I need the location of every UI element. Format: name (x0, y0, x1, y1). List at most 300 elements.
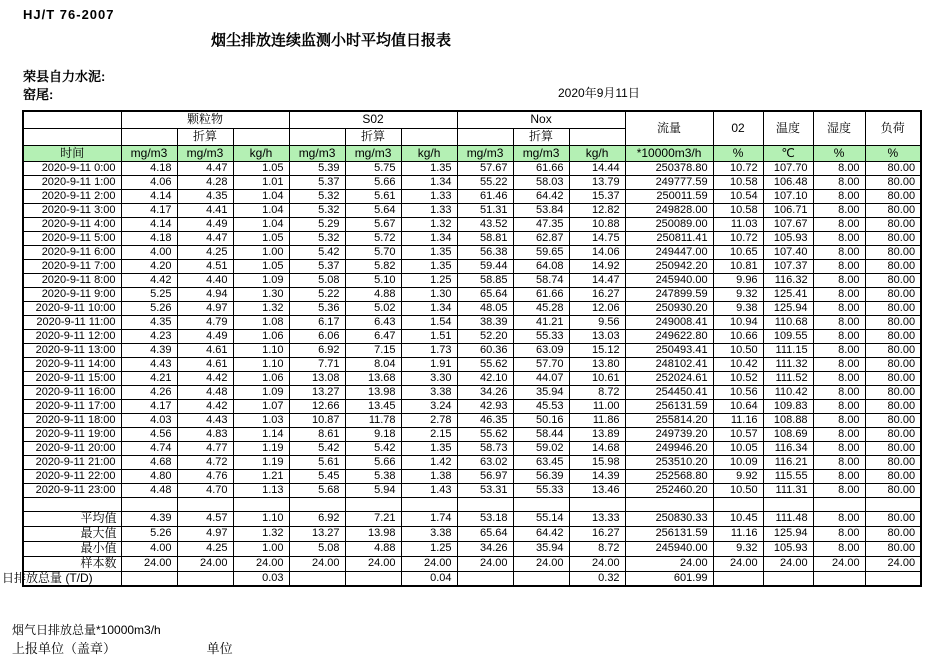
value-cell: 256131.59 (625, 399, 713, 413)
value-cell: 115.55 (763, 469, 813, 483)
value-cell: 14.75 (569, 231, 625, 245)
value-cell: 4.88 (345, 287, 401, 301)
value-cell: 16.27 (569, 287, 625, 301)
summary-label: 样本数 (23, 556, 121, 571)
value-cell: 4.35 (177, 189, 233, 203)
value-cell: 38.39 (457, 315, 513, 329)
value-cell: 107.37 (763, 259, 813, 273)
value-cell: 10.61 (569, 371, 625, 385)
value-cell: 8.00 (813, 343, 865, 357)
value-cell: 1.04 (233, 217, 289, 231)
value-cell: 80.00 (865, 217, 921, 231)
value-cell: 1.09 (233, 385, 289, 399)
summary-value-cell: 80.00 (865, 511, 921, 526)
value-cell: 4.26 (121, 385, 177, 399)
daily-total-value-cell (813, 571, 865, 586)
value-cell: 250089.00 (625, 217, 713, 231)
value-cell: 4.80 (121, 469, 177, 483)
value-cell: 6.43 (345, 315, 401, 329)
summary-value-cell: 6.92 (289, 511, 345, 526)
unit-mg: mg/m3 (177, 145, 233, 161)
value-cell: 10.94 (713, 315, 763, 329)
value-cell: 80.00 (865, 203, 921, 217)
summary-value-cell: 13.98 (345, 526, 401, 541)
value-cell: 57.70 (513, 357, 569, 371)
hourly-data-row (23, 469, 921, 483)
value-cell: 4.14 (121, 189, 177, 203)
summary-value-cell: 4.25 (177, 541, 233, 556)
value-cell: 55.33 (513, 483, 569, 497)
value-cell: 4.14 (121, 217, 177, 231)
value-cell: 4.47 (177, 161, 233, 175)
hourly-data-row (23, 413, 921, 427)
summary-value-cell: 250830.33 (625, 511, 713, 526)
value-cell: 8.00 (813, 301, 865, 315)
hourly-data-row (23, 483, 921, 497)
value-cell: 250378.80 (625, 161, 713, 175)
value-cell: 13.79 (569, 175, 625, 189)
value-cell: 5.39 (289, 161, 345, 175)
value-cell: 1.35 (401, 245, 457, 259)
value-cell: 56.97 (457, 469, 513, 483)
value-cell: 8.61 (289, 427, 345, 441)
summary-value-cell: 7.21 (345, 511, 401, 526)
value-cell: 80.00 (865, 273, 921, 287)
unit-mg: mg/m3 (345, 145, 401, 161)
value-cell: 1.54 (401, 315, 457, 329)
value-cell: 4.23 (121, 329, 177, 343)
value-cell: 6.47 (345, 329, 401, 343)
value-cell: 1.04 (233, 189, 289, 203)
hourly-data-row (23, 357, 921, 371)
daily-total-value-cell (345, 571, 401, 586)
value-cell: 1.34 (401, 175, 457, 189)
converted-label: 折算 (177, 128, 233, 145)
value-cell: 13.68 (345, 371, 401, 385)
value-cell: 5.42 (289, 441, 345, 455)
value-cell: 5.37 (289, 259, 345, 273)
value-cell: 1.00 (233, 245, 289, 259)
value-cell: 4.18 (121, 161, 177, 175)
unit-flow: *10000m3/h (625, 145, 713, 161)
value-cell: 249777.59 (625, 175, 713, 189)
value-cell: 5.25 (121, 287, 177, 301)
value-cell: 80.00 (865, 427, 921, 441)
value-cell: 1.10 (233, 357, 289, 371)
value-cell: 4.43 (121, 357, 177, 371)
value-cell: 42.10 (457, 371, 513, 385)
hourly-data-row (23, 371, 921, 385)
hourly-data-row (23, 287, 921, 301)
daily-total-value-cell (513, 571, 569, 586)
value-cell: 14.47 (569, 273, 625, 287)
summary-value-cell: 24.00 (813, 556, 865, 571)
daily-total-value-cell: 0.03 (233, 571, 289, 586)
time-cell: 2020-9-11 3:00 (23, 203, 121, 217)
empty-cell (813, 497, 865, 511)
value-cell: 4.42 (121, 273, 177, 287)
summary-value-cell: 80.00 (865, 541, 921, 556)
value-cell: 14.68 (569, 441, 625, 455)
empty-cell (289, 128, 345, 145)
value-cell: 1.10 (233, 343, 289, 357)
converted-label: 折算 (513, 128, 569, 145)
value-cell: 63.02 (457, 455, 513, 469)
value-cell: 4.77 (177, 441, 233, 455)
time-cell: 2020-9-11 16:00 (23, 385, 121, 399)
value-cell: 1.34 (401, 301, 457, 315)
summary-row (23, 526, 921, 541)
value-cell: 250811.41 (625, 231, 713, 245)
summary-value-cell: 34.26 (457, 541, 513, 556)
value-cell: 8.04 (345, 357, 401, 371)
summary-value-cell: 80.00 (865, 526, 921, 541)
value-cell: 8.00 (813, 287, 865, 301)
summary-value-cell: 245940.00 (625, 541, 713, 556)
summary-value-cell: 4.00 (121, 541, 177, 556)
value-cell: 1.51 (401, 329, 457, 343)
unit-percent: % (865, 145, 921, 161)
time-cell: 2020-9-11 8:00 (23, 273, 121, 287)
value-cell: 10.50 (713, 483, 763, 497)
summary-value-cell: 53.18 (457, 511, 513, 526)
value-cell: 10.64 (713, 399, 763, 413)
value-cell: 4.48 (121, 483, 177, 497)
value-cell: 1.01 (233, 175, 289, 189)
value-cell: 10.09 (713, 455, 763, 469)
value-cell: 5.37 (289, 175, 345, 189)
value-cell: 63.45 (513, 455, 569, 469)
value-cell: 9.32 (713, 287, 763, 301)
value-cell: 58.44 (513, 427, 569, 441)
value-cell: 62.87 (513, 231, 569, 245)
value-cell: 13.46 (569, 483, 625, 497)
value-cell: 1.06 (233, 371, 289, 385)
value-cell: 1.19 (233, 455, 289, 469)
summary-value-cell: 8.00 (813, 541, 865, 556)
value-cell: 59.02 (513, 441, 569, 455)
value-cell: 8.00 (813, 441, 865, 455)
value-cell: 245940.00 (625, 273, 713, 287)
value-cell: 3.24 (401, 399, 457, 413)
time-cell: 2020-9-11 18:00 (23, 413, 121, 427)
hourly-data-row (23, 441, 921, 455)
value-cell: 1.07 (233, 399, 289, 413)
summary-value-cell: 4.88 (345, 541, 401, 556)
value-cell: 80.00 (865, 343, 921, 357)
unit-mg: mg/m3 (513, 145, 569, 161)
value-cell: 12.66 (289, 399, 345, 413)
unit-mg: mg/m3 (457, 145, 513, 161)
value-cell: 6.17 (289, 315, 345, 329)
value-cell: 5.61 (345, 189, 401, 203)
value-cell: 111.52 (763, 371, 813, 385)
value-cell: 8.00 (813, 371, 865, 385)
hourly-data-row (23, 189, 921, 203)
time-cell: 2020-9-11 0:00 (23, 161, 121, 175)
value-cell: 253510.20 (625, 455, 713, 469)
value-cell: 13.03 (569, 329, 625, 343)
value-cell: 1.13 (233, 483, 289, 497)
flue-gas-total-note: 烟气日排放总量*10000m3/h (12, 623, 161, 637)
value-cell: 80.00 (865, 287, 921, 301)
summary-value-cell: 10.45 (713, 511, 763, 526)
daily-total-value-cell (763, 571, 813, 586)
value-cell: 125.41 (763, 287, 813, 301)
value-cell: 13.08 (289, 371, 345, 385)
value-cell: 80.00 (865, 175, 921, 189)
value-cell: 14.44 (569, 161, 625, 175)
value-cell: 14.92 (569, 259, 625, 273)
value-cell: 59.65 (513, 245, 569, 259)
value-cell: 1.05 (233, 231, 289, 245)
empty-cell (121, 497, 177, 511)
hourly-data-row (23, 245, 921, 259)
time-cell: 2020-9-11 7:00 (23, 259, 121, 273)
summary-value-cell: 4.57 (177, 511, 233, 526)
col-header-flow: 流量 (625, 111, 713, 145)
summary-value-cell: 1.74 (401, 511, 457, 526)
value-cell: 8.00 (813, 427, 865, 441)
value-cell: 13.98 (345, 385, 401, 399)
summary-row (23, 541, 921, 556)
value-cell: 5.66 (345, 455, 401, 469)
time-cell: 2020-9-11 19:00 (23, 427, 121, 441)
value-cell: 1.08 (233, 315, 289, 329)
time-cell: 2020-9-11 21:00 (23, 455, 121, 469)
value-cell: 14.39 (569, 469, 625, 483)
value-cell: 58.03 (513, 175, 569, 189)
value-cell: 4.49 (177, 217, 233, 231)
value-cell: 80.00 (865, 189, 921, 203)
value-cell: 2.78 (401, 413, 457, 427)
value-cell: 9.92 (713, 469, 763, 483)
value-cell: 55.62 (457, 427, 513, 441)
value-cell: 1.43 (401, 483, 457, 497)
time-cell: 2020-9-11 23:00 (23, 483, 121, 497)
summary-value-cell: 35.94 (513, 541, 569, 556)
value-cell: 1.09 (233, 273, 289, 287)
summary-value-cell: 4.39 (121, 511, 177, 526)
value-cell: 4.40 (177, 273, 233, 287)
value-cell: 247899.59 (625, 287, 713, 301)
monitoring-point-label: 窑尾: (23, 87, 54, 102)
summary-label: 平均值 (23, 511, 121, 526)
summary-value-cell: 24.00 (177, 556, 233, 571)
empty-cell (763, 497, 813, 511)
hourly-data-row (23, 315, 921, 329)
summary-value-cell: 105.93 (763, 541, 813, 556)
summary-value-cell: 24.00 (401, 556, 457, 571)
col-group-so2: S02 (289, 111, 457, 128)
value-cell: 108.88 (763, 413, 813, 427)
value-cell: 107.10 (763, 189, 813, 203)
value-cell: 4.06 (121, 175, 177, 189)
value-cell: 4.17 (121, 399, 177, 413)
summary-value-cell: 1.10 (233, 511, 289, 526)
value-cell: 10.66 (713, 329, 763, 343)
value-cell: 254450.41 (625, 385, 713, 399)
value-cell: 80.00 (865, 315, 921, 329)
value-cell: 9.18 (345, 427, 401, 441)
empty-cell (345, 497, 401, 511)
value-cell: 110.42 (763, 385, 813, 399)
value-cell: 4.51 (177, 259, 233, 273)
time-cell: 2020-9-11 20:00 (23, 441, 121, 455)
value-cell: 4.35 (121, 315, 177, 329)
empty-cell (233, 128, 289, 145)
summary-value-cell: 24.00 (289, 556, 345, 571)
summary-value-cell: 1.32 (233, 526, 289, 541)
empty-cell (23, 128, 121, 145)
value-cell: 5.75 (345, 161, 401, 175)
summary-value-cell: 256131.59 (625, 526, 713, 541)
value-cell: 9.38 (713, 301, 763, 315)
summary-label: 最大值 (23, 526, 121, 541)
value-cell: 8.00 (813, 399, 865, 413)
value-cell: 1.42 (401, 455, 457, 469)
value-cell: 1.91 (401, 357, 457, 371)
value-cell: 248102.41 (625, 357, 713, 371)
value-cell: 5.22 (289, 287, 345, 301)
value-cell: 111.31 (763, 483, 813, 497)
value-cell: 9.56 (569, 315, 625, 329)
value-cell: 56.38 (457, 245, 513, 259)
value-cell: 8.00 (813, 259, 865, 273)
value-cell: 1.19 (233, 441, 289, 455)
value-cell: 80.00 (865, 161, 921, 175)
daily-total-value-cell (865, 571, 921, 586)
value-cell: 8.00 (813, 203, 865, 217)
value-cell: 108.69 (763, 427, 813, 441)
value-cell: 58.73 (457, 441, 513, 455)
value-cell: 47.35 (513, 217, 569, 231)
value-cell: 14.06 (569, 245, 625, 259)
company-name: 荣县自力水泥: (23, 69, 106, 84)
value-cell: 8.00 (813, 273, 865, 287)
value-cell: 5.66 (345, 175, 401, 189)
value-cell: 252568.80 (625, 469, 713, 483)
hourly-data-row (23, 217, 921, 231)
daily-total-value-cell (457, 571, 513, 586)
value-cell: 250942.20 (625, 259, 713, 273)
value-cell: 5.45 (289, 469, 345, 483)
time-cell: 2020-9-11 5:00 (23, 231, 121, 245)
value-cell: 107.40 (763, 245, 813, 259)
value-cell: 50.16 (513, 413, 569, 427)
value-cell: 1.04 (233, 203, 289, 217)
summary-value-cell: 24.00 (121, 556, 177, 571)
value-cell: 58.74 (513, 273, 569, 287)
value-cell: 4.79 (177, 315, 233, 329)
empty-cell (401, 128, 457, 145)
summary-value-cell: 125.94 (763, 526, 813, 541)
value-cell: 4.74 (121, 441, 177, 455)
header-row-groups (23, 111, 921, 128)
summary-value-cell: 8.72 (569, 541, 625, 556)
col-group-particulate: 颗粒物 (121, 111, 289, 128)
value-cell: 41.21 (513, 315, 569, 329)
value-cell: 1.35 (401, 161, 457, 175)
value-cell: 5.29 (289, 217, 345, 231)
value-cell: 1.33 (401, 203, 457, 217)
daily-total-value-cell (121, 571, 177, 586)
value-cell: 1.33 (401, 189, 457, 203)
value-cell: 125.94 (763, 301, 813, 315)
value-cell: 8.00 (813, 189, 865, 203)
empty-cell (713, 497, 763, 511)
value-cell: 61.66 (513, 161, 569, 175)
value-cell: 1.35 (401, 259, 457, 273)
value-cell: 8.00 (813, 469, 865, 483)
value-cell: 4.61 (177, 357, 233, 371)
daily-total-value-cell (289, 571, 345, 586)
value-cell: 5.42 (289, 245, 345, 259)
value-cell: 8.00 (813, 161, 865, 175)
summary-value-cell: 55.14 (513, 511, 569, 526)
value-cell: 10.65 (713, 245, 763, 259)
time-cell: 2020-9-11 12:00 (23, 329, 121, 343)
value-cell: 116.32 (763, 273, 813, 287)
value-cell: 4.48 (177, 385, 233, 399)
value-cell: 5.02 (345, 301, 401, 315)
value-cell: 61.46 (457, 189, 513, 203)
value-cell: 1.73 (401, 343, 457, 357)
summary-value-cell: 24.00 (625, 556, 713, 571)
value-cell: 107.70 (763, 161, 813, 175)
daily-total-value-cell: 0.32 (569, 571, 625, 586)
value-cell: 11.16 (713, 413, 763, 427)
time-cell: 2020-9-11 4:00 (23, 217, 121, 231)
value-cell: 1.14 (233, 427, 289, 441)
value-cell: 10.52 (713, 371, 763, 385)
unit-mg: mg/m3 (289, 145, 345, 161)
value-cell: 1.30 (401, 287, 457, 301)
value-cell: 252024.61 (625, 371, 713, 385)
value-cell: 64.42 (513, 189, 569, 203)
value-cell: 11.86 (569, 413, 625, 427)
value-cell: 6.92 (289, 343, 345, 357)
value-cell: 1.25 (401, 273, 457, 287)
hourly-data-row (23, 259, 921, 273)
summary-value-cell: 24.00 (763, 556, 813, 571)
value-cell: 80.00 (865, 301, 921, 315)
value-cell: 249828.00 (625, 203, 713, 217)
value-cell: 10.56 (713, 385, 763, 399)
value-cell: 13.27 (289, 385, 345, 399)
empty-cell (569, 128, 625, 145)
value-cell: 5.26 (121, 301, 177, 315)
value-cell: 53.31 (457, 483, 513, 497)
summary-value-cell: 24.00 (569, 556, 625, 571)
unit-kg: kg/h (401, 145, 457, 161)
value-cell: 4.41 (177, 203, 233, 217)
empty-cell (121, 128, 177, 145)
value-cell: 53.84 (513, 203, 569, 217)
unit-kg: kg/h (233, 145, 289, 161)
time-cell: 2020-9-11 15:00 (23, 371, 121, 385)
time-cell: 2020-9-11 10:00 (23, 301, 121, 315)
hourly-data-row (23, 455, 921, 469)
value-cell: 52.20 (457, 329, 513, 343)
empty-cell (233, 497, 289, 511)
value-cell: 5.32 (289, 189, 345, 203)
value-cell: 1.38 (401, 469, 457, 483)
value-cell: 110.68 (763, 315, 813, 329)
time-cell: 2020-9-11 6:00 (23, 245, 121, 259)
empty-corner-cell (23, 111, 121, 128)
value-cell: 249622.80 (625, 329, 713, 343)
